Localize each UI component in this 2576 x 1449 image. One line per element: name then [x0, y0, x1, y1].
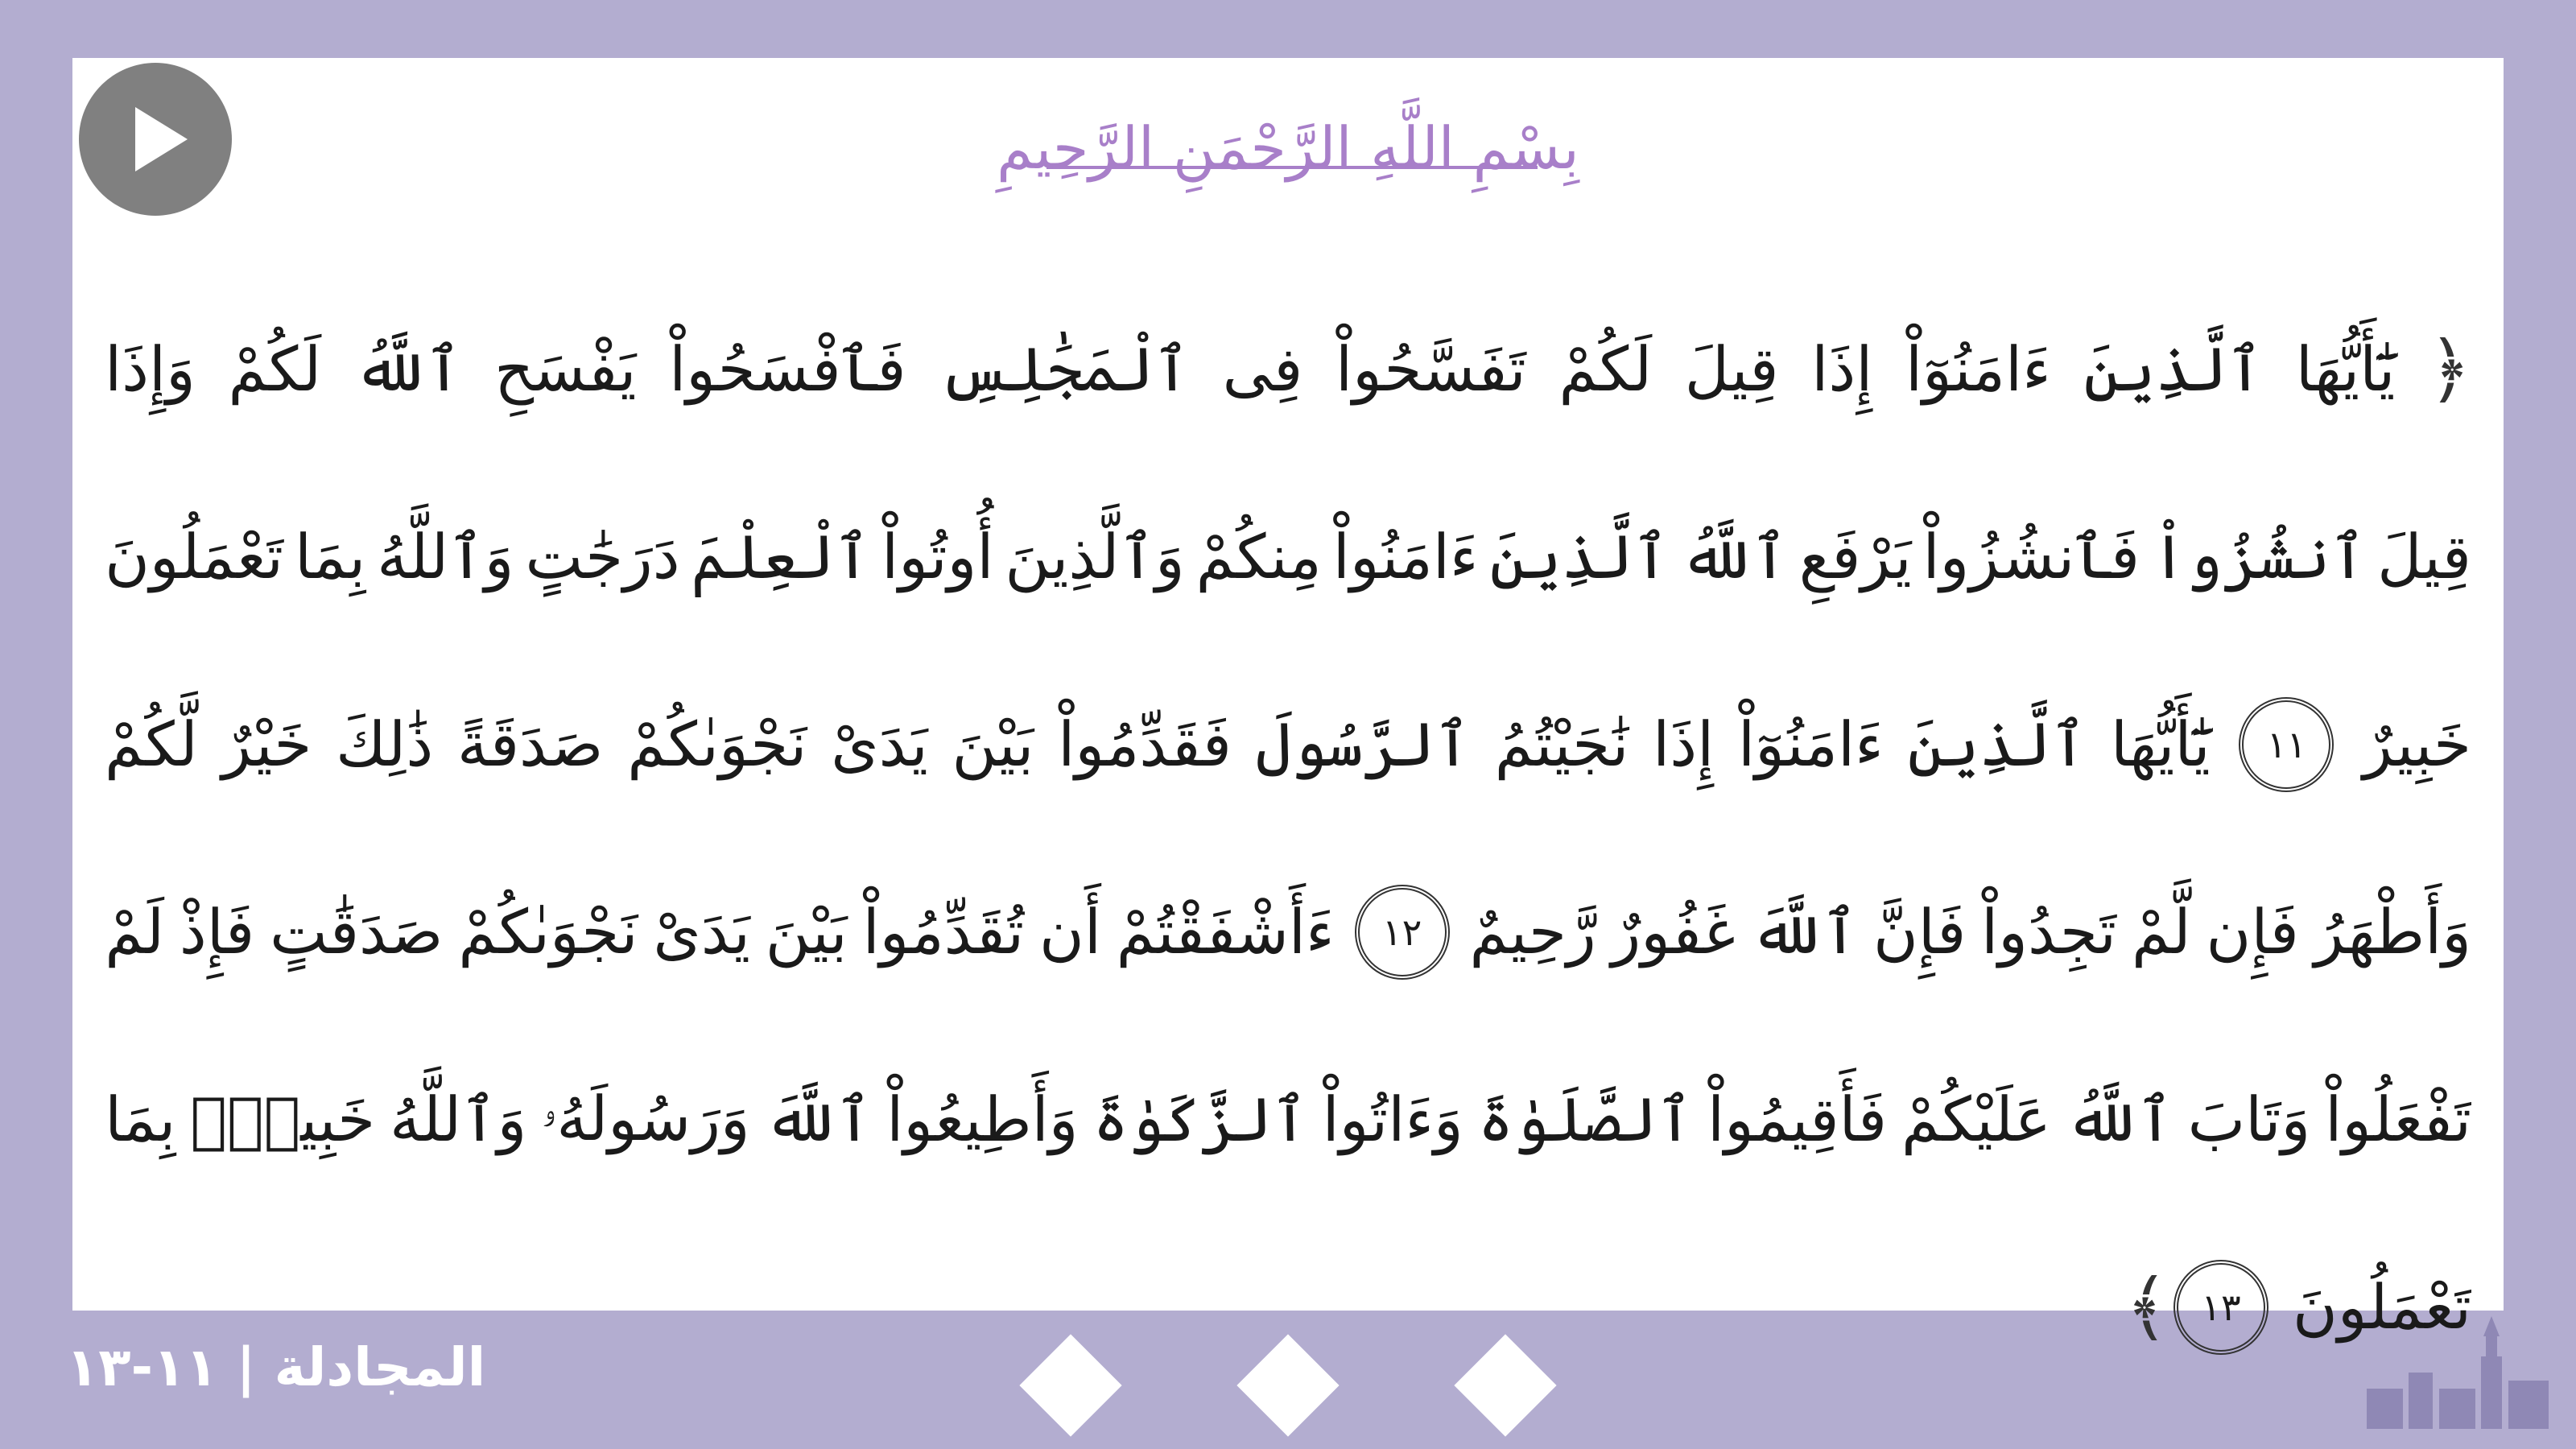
verse-word: نَٰجَيْتُمُ	[1494, 708, 1629, 780]
verse-word: ٱلْمَجَٰلِسِ	[939, 333, 1190, 405]
diamond-icon	[1019, 1334, 1121, 1436]
verse-word: ءَامَنُواْ	[1332, 521, 1479, 592]
verse-word: إِذَا	[1811, 333, 1873, 405]
ayah-number-marker: ١٣	[2174, 1260, 2268, 1355]
verse-word: ٱللَّهَ	[764, 1084, 873, 1155]
verse-word: وَإِذَا	[105, 333, 196, 405]
verse-word: فَقَدِّمُواْ	[1058, 708, 1232, 780]
verse-word: مِنكُمْ	[1195, 521, 1322, 592]
verse-word: ٱللَّهُ	[353, 333, 462, 405]
verse-word: وَٱلَّذِينَ	[1005, 521, 1185, 592]
verse-word: نَجْوَىٰكُمْ	[627, 708, 807, 780]
verse-word: وَتَابَ	[2187, 1084, 2311, 1155]
verse-word: ٱنشُزُواْ	[2151, 521, 2367, 592]
play-button[interactable]	[79, 63, 232, 216]
verse-word: ٱلَّذِينَ	[2083, 333, 2264, 405]
verse-word: ذَٰلِكَ	[336, 708, 434, 780]
verse-word: ٱلَّذِينَ	[1489, 521, 1670, 592]
verse-word: فَأَقِيمُواْ	[1707, 1084, 1888, 1155]
verse-word: قِيلَ	[1684, 333, 1779, 405]
verse-word: وَأَطِيعُواْ	[886, 1084, 1079, 1155]
verse-word: فَإِن	[2206, 896, 2299, 968]
verse-line	[105, 650, 2471, 838]
verse-word: ٱلزَّكَوٰةَ	[1092, 1084, 1308, 1155]
verse-word: فِى	[1222, 333, 1303, 405]
verse-word: تَعْمَلُونَ	[2293, 1271, 2471, 1343]
verse-word: ءَامَنُوٓاْ	[1737, 708, 1884, 780]
verse-word: ءَامَنُوٓاْ	[1905, 333, 2051, 405]
verse-word: تَجِدُواْ	[1981, 896, 2117, 968]
verse-word: تُقَدِّمُواْ	[862, 896, 1025, 968]
verse-word: ٱللَّهُ	[1680, 521, 1788, 592]
verse-word: يَدَىْ	[653, 896, 750, 968]
verse-word: ٱلَّذِينَ	[1907, 708, 2087, 780]
mushaf-page	[72, 58, 2504, 1350]
verse-word: تَعْمَلُونَ	[105, 521, 284, 592]
verse-word: وَٱللَّهُ	[377, 521, 514, 592]
verse-word: صَدَقَةً	[456, 708, 604, 780]
verse-word: بِمَا	[105, 1084, 176, 1155]
verse-word: فَإِذْ	[179, 896, 255, 968]
verse-word: خَبِيرٌۢ	[190, 1084, 376, 1155]
verse-word: فَإِنَّ	[1872, 896, 1967, 968]
basmala	[926, 92, 1650, 204]
verse-word: بَيْنَ	[765, 896, 848, 968]
verse-word: ٱللَّهُ	[2066, 1084, 2174, 1155]
verse-word: دَرَجَٰتٍ	[525, 521, 680, 592]
verse-word: فَٱفْسَحُواْ	[669, 333, 906, 405]
basmala-text: بِسْمِ اللَّهِ الرَّحْمَنِ الرَّحِيمِ	[997, 114, 1579, 182]
verse-word: يَرْفَعِ	[1798, 521, 1912, 592]
verse-line	[105, 1026, 2471, 1213]
verse-line	[105, 838, 2471, 1026]
verse-word: بَيْنَ	[952, 708, 1034, 780]
nav-diamond-left[interactable]	[1018, 1333, 1123, 1438]
verse-line	[105, 463, 2471, 650]
verse-word: أَن	[1039, 896, 1101, 968]
verse-word: تَفْعَلُواْ	[2325, 1084, 2471, 1155]
ayah-number-marker: ١٢	[1355, 885, 1450, 980]
verse-word: ءَأَشْفَقْتُمْ	[1116, 896, 1335, 968]
verse-word: يَٰٓأَيُّهَا	[2111, 708, 2211, 780]
surah-verse-label: المجادلة | ١١-١٣	[66, 1336, 486, 1398]
verse-word: صَدَقَٰتٍ	[270, 896, 444, 968]
verse-word: رَّحِيمٌ	[1469, 896, 1596, 968]
verse-word: إِذَا	[1653, 708, 1715, 780]
verse-word: نَجْوَىٰكُمْ	[458, 896, 638, 968]
verse-word: لَّكُمْ	[105, 708, 198, 780]
verse-line	[105, 275, 2471, 463]
verse-word: وَرَسُولَهُۥ	[541, 1083, 750, 1154]
verse-word: ٱللَّهَ	[1750, 896, 1859, 968]
verse-word: يَدَىْ	[831, 708, 928, 780]
nav-diamond-right[interactable]	[1453, 1333, 1558, 1438]
ayah-number-marker: ١١	[2239, 697, 2334, 792]
verse-word: يَفْسَحِ	[494, 333, 637, 405]
verse-word: غَفُورٌ	[1611, 896, 1736, 968]
ornamental-bracket-icon: ﴾	[2125, 1264, 2169, 1350]
verses-block	[105, 275, 2471, 1401]
verse-word: وَءَاتُواْ	[1322, 1084, 1463, 1155]
diamond-icon	[1236, 1334, 1339, 1436]
verse-word: وَأَطْهَرُ	[2314, 896, 2471, 968]
fatima-logo	[2359, 1308, 2560, 1445]
verse-word: خَبِيرٌ	[2363, 708, 2471, 780]
verse-word: فَٱنشُزُواْ	[1922, 521, 2140, 592]
verse-word: لَكُمْ	[1558, 333, 1653, 405]
verse-word: لَّمْ	[2131, 896, 2191, 968]
nav-diamond-center[interactable]	[1236, 1333, 1340, 1438]
verse-word: لَكُمْ	[228, 333, 322, 405]
verse-word: لَمْ	[105, 896, 164, 968]
verse-word: ٱلْعِلْمَ	[691, 521, 871, 592]
verse-word: وَٱللَّهُ	[390, 1084, 527, 1155]
verse-word: ٱلرَّسُولَ	[1255, 708, 1471, 780]
verse-word: بِمَا	[295, 521, 366, 592]
diamond-icon	[1454, 1334, 1556, 1436]
verse-word: أُوتُواْ	[881, 521, 994, 592]
verse-word: خَيْرٌ	[221, 708, 312, 780]
verse-word: عَلَيْكُمْ	[1901, 1084, 2052, 1155]
verse-word: ٱلصَّلَوٰةَ	[1477, 1084, 1693, 1155]
verse-word: قِيلَ	[2377, 521, 2471, 592]
ornamental-bracket-icon: ﴿	[2428, 326, 2471, 412]
play-icon	[111, 95, 200, 184]
verse-word: يَٰٓأَيُّهَا	[2295, 333, 2396, 405]
verse-word: تَفَسَّحُواْ	[1335, 333, 1526, 405]
